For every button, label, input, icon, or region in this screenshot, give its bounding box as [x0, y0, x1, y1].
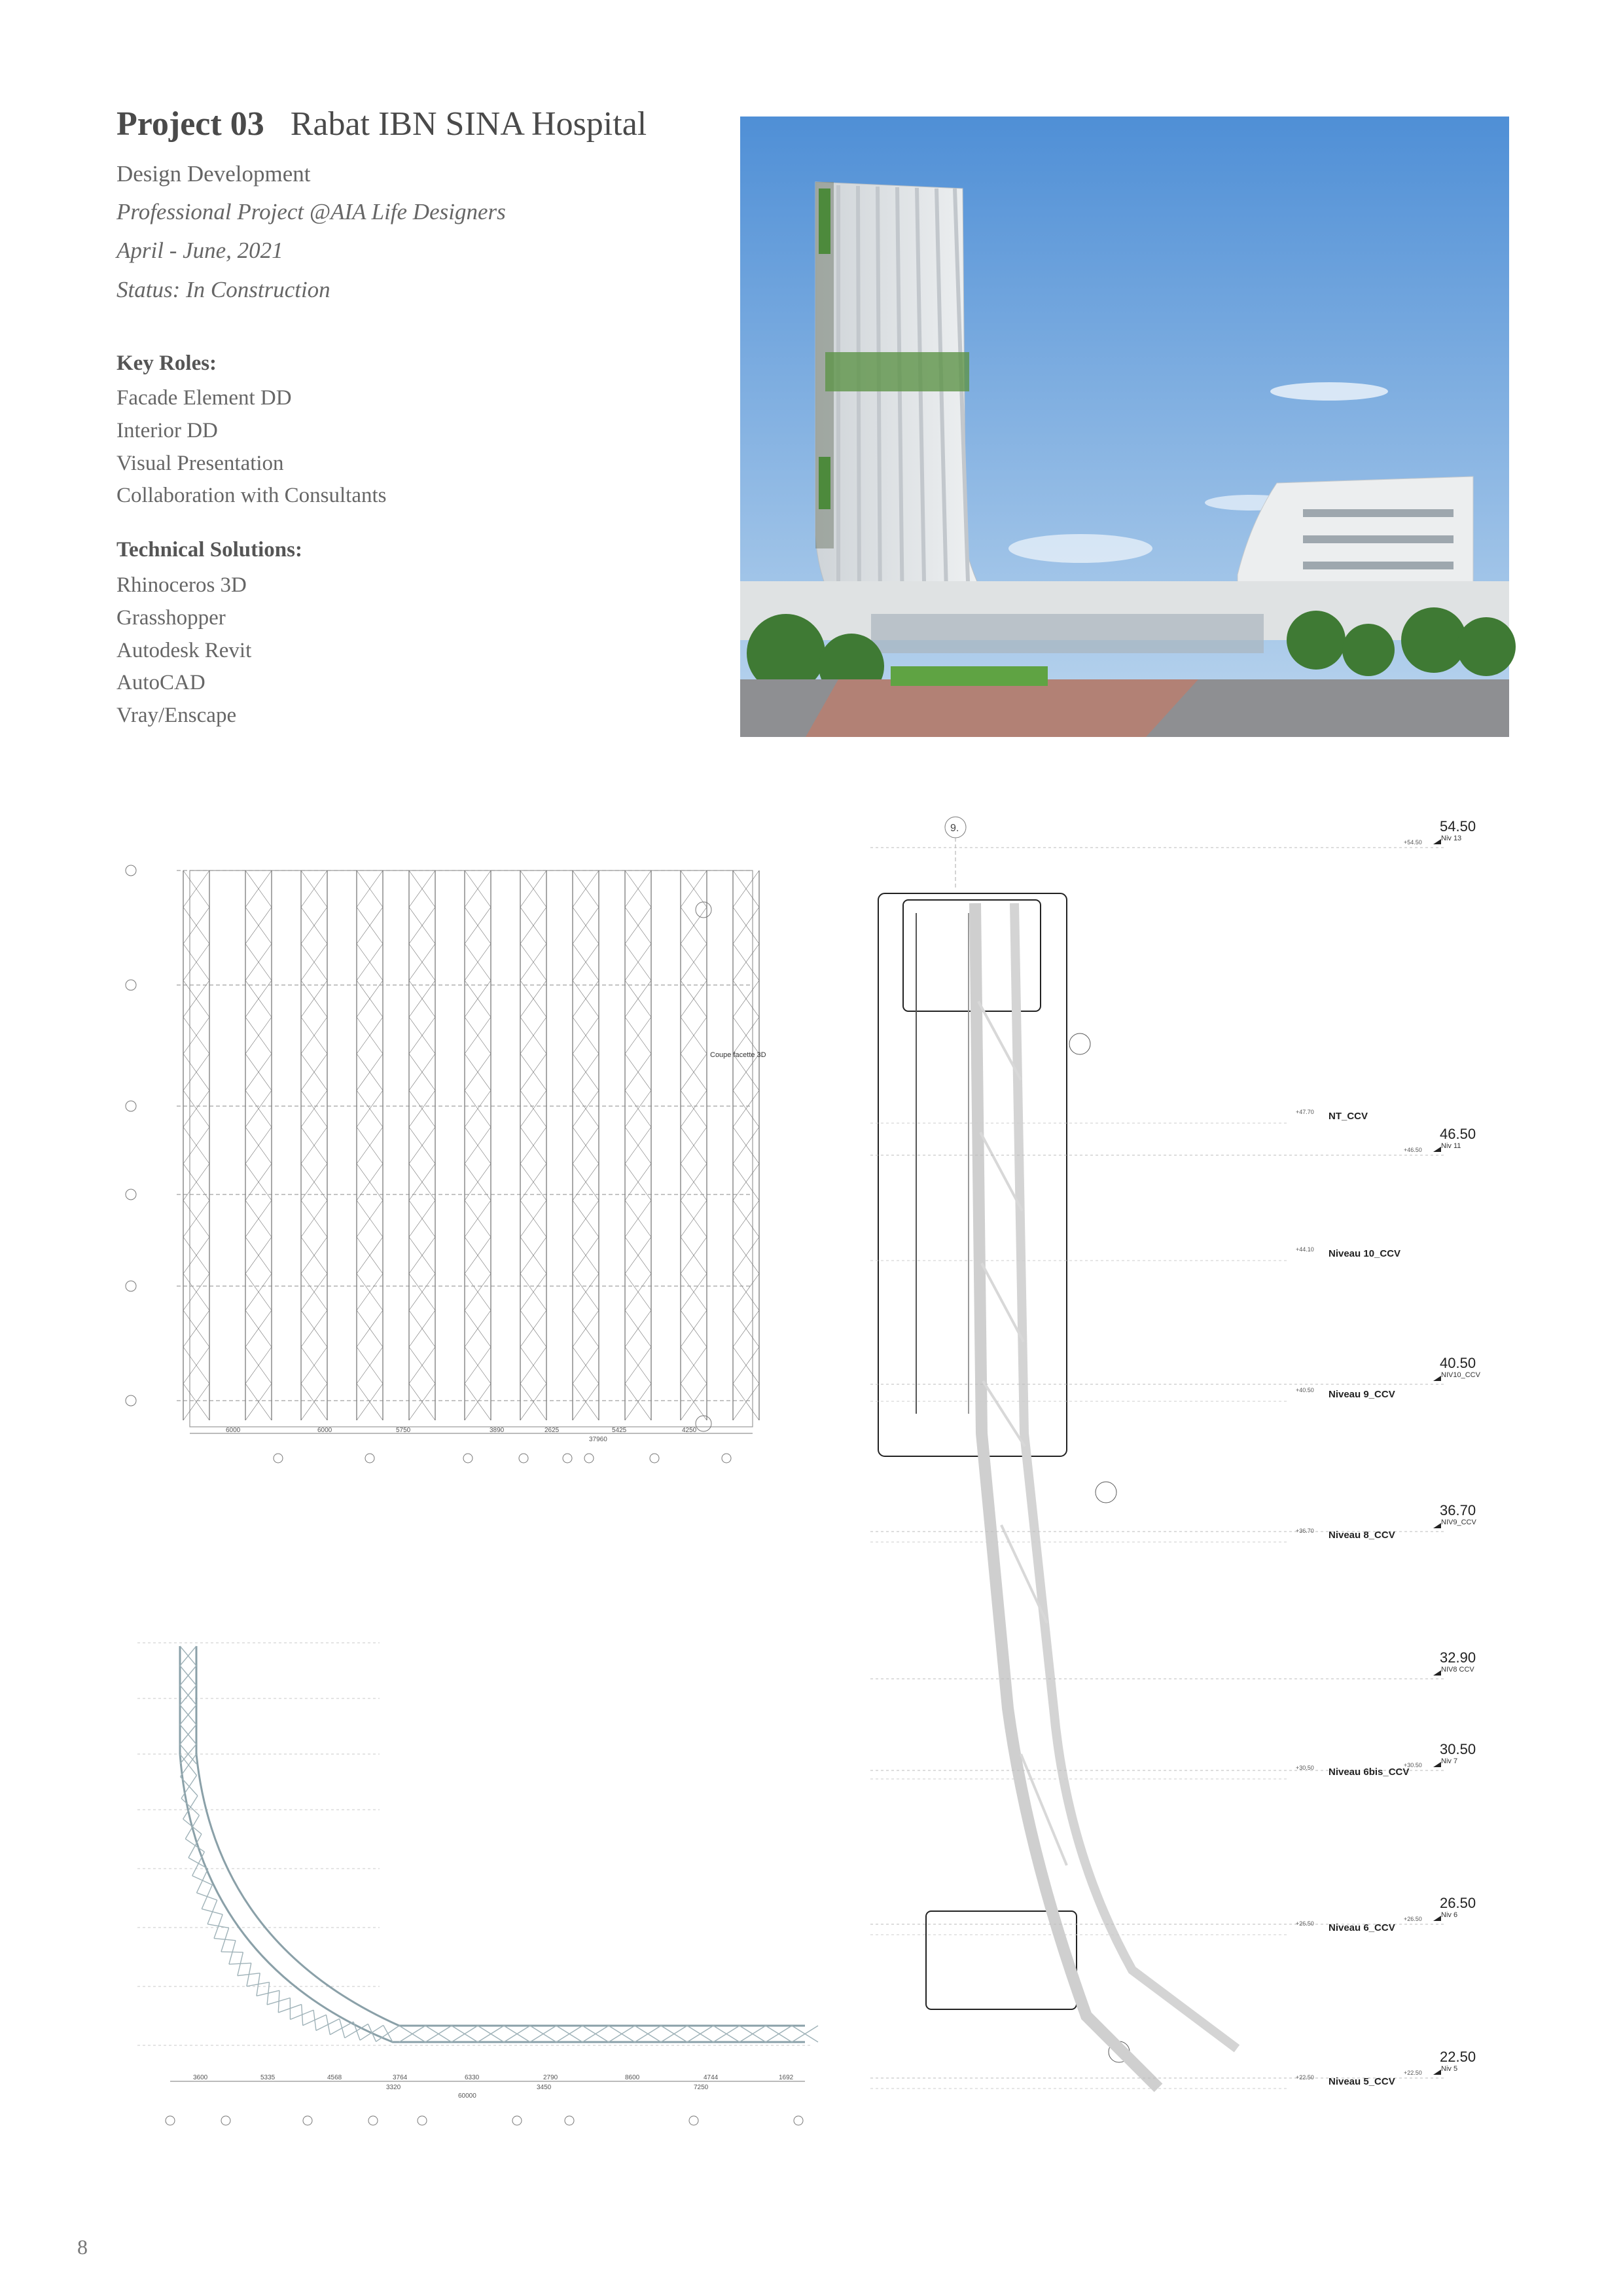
technical-heading: Technical Solutions: [116, 538, 302, 562]
project-dates: April - June, 2021 [116, 238, 283, 263]
key-roles-heading: Key Roles: [116, 351, 217, 375]
curve-dim: 3450 [537, 2084, 552, 2091]
level-value: 40.50 [1440, 1355, 1476, 1371]
elevation-dim: 4250 [682, 1427, 697, 1434]
technical-item: Autodesk Revit [116, 639, 252, 662]
key-role-item: Interior DD [116, 419, 218, 442]
level-marker [1433, 1670, 1441, 1676]
facade-elevation-drawing [118, 844, 766, 1473]
level-value: 32.90 [1440, 1649, 1476, 1666]
level-mark: +54.50 [1404, 839, 1422, 846]
floor-mark: +30.50 [1296, 1765, 1314, 1771]
floor-mark: +44.10 [1296, 1246, 1314, 1253]
technical-item: Grasshopper [116, 606, 226, 630]
key-role-item: Collaboration with Consultants [116, 484, 387, 507]
level-marker [1433, 1376, 1441, 1381]
level-name: NIV8 CCV [1441, 1666, 1474, 1674]
level-value: 46.50 [1440, 1126, 1476, 1142]
level-marker [1433, 2070, 1441, 2075]
floor-label: Niveau 10_CCV [1329, 1248, 1401, 1259]
level-value: 30.50 [1440, 1741, 1476, 1757]
elevation-dim: 2625 [544, 1427, 560, 1434]
curve-dim: 5335 [260, 2074, 276, 2081]
floor-label: Niveau 6_CCV [1329, 1922, 1395, 1933]
floor-mark: +47.70 [1296, 1109, 1314, 1115]
floor-label: Niveau 8_CCV [1329, 1530, 1395, 1541]
truss-diagonal [207, 1900, 217, 1924]
level-marker [1433, 839, 1441, 844]
curve-dim: 2790 [543, 2074, 558, 2081]
rendering-illustration [740, 117, 1509, 737]
level-marker [1433, 1916, 1441, 1921]
truss-diagonal [185, 1816, 199, 1839]
level-name: NIV9_CCV [1441, 1518, 1476, 1526]
curve-dim: 4744 [704, 2074, 719, 2081]
level-marker [1433, 1762, 1441, 1767]
curve-total-dim: 60000 [458, 2092, 476, 2100]
floor-mark: +26.50 [1296, 1920, 1314, 1927]
level-name: Niv 5 [1441, 2065, 1458, 2073]
level-marker [1433, 1523, 1441, 1528]
floor-mark: +36.70 [1296, 1528, 1314, 1534]
level-name: Niv 11 [1441, 1142, 1461, 1150]
level-mark: +46.50 [1404, 1147, 1422, 1153]
level-value: 26.50 [1440, 1895, 1476, 1911]
project-context: Professional Project @AIA Life Designers [116, 199, 506, 224]
truss-diagonal [192, 1852, 205, 1875]
elevation-dim: 5750 [396, 1427, 411, 1434]
curve-dim: 1692 [779, 2074, 794, 2081]
curve-dim: 8600 [625, 2074, 640, 2081]
level-name: Niv 6 [1441, 1911, 1458, 1919]
project-title [116, 105, 647, 143]
curve-dim: 3764 [393, 2074, 408, 2081]
curved-truss-section [118, 1623, 812, 2140]
curve-dim: 3600 [193, 2074, 208, 2081]
project-name: Rabat IBN SINA Hospital [290, 105, 647, 143]
key-role-item: Visual Presentation [116, 452, 284, 475]
level-value: 22.50 [1440, 2049, 1476, 2065]
floor-label: NT_CCV [1329, 1111, 1368, 1122]
truss-diagonal [278, 1990, 279, 2013]
technical-item: Rhinoceros 3D [116, 573, 247, 597]
level-marker [1433, 1147, 1441, 1152]
page-number: 8 [77, 2235, 88, 2259]
level-mark: +26.50 [1404, 1916, 1422, 1922]
floor-label: Niveau 6bis_CCV [1329, 1767, 1410, 1778]
elevation-callout: Coupe facette 3D [710, 1051, 766, 1059]
level-mark: +30.50 [1404, 1762, 1422, 1768]
section-grid-label: 9. [950, 823, 959, 834]
elevation-total-dim: 37960 [589, 1436, 607, 1443]
project-phase: Design Development [116, 161, 311, 187]
floor-mark: +40.50 [1296, 1387, 1314, 1393]
floor-label: Niveau 5_CCV [1329, 2076, 1395, 2087]
curve-dim: 6330 [465, 2074, 480, 2081]
hospital-rendering [740, 117, 1509, 737]
key-role-item: Facade Element DD [116, 386, 292, 410]
technical-item: Vray/Enscape [116, 704, 237, 727]
floor-label: Niveau 9_CCV [1329, 1389, 1395, 1400]
elevation-dim: 6000 [317, 1427, 332, 1434]
level-name: NIV10_CCV [1441, 1371, 1480, 1379]
elevation-dim: 6000 [226, 1427, 241, 1434]
truss-diagonal [340, 2018, 345, 2037]
curve-dim: 7250 [694, 2084, 709, 2091]
elevation-dim: 5425 [612, 1427, 627, 1434]
elevation-dim: 3890 [490, 1427, 505, 1434]
facade-section-drawing [870, 805, 1531, 2140]
level-value: 54.50 [1440, 818, 1476, 834]
technical-item: AutoCAD [116, 671, 205, 694]
truss-diagonal [353, 2022, 360, 2040]
level-name: Niv 7 [1441, 1757, 1458, 1765]
truss-diagonal [196, 1869, 207, 1893]
level-value: 36.70 [1440, 1502, 1476, 1518]
curve-dim: 4568 [327, 2074, 342, 2081]
level-mark: +22.50 [1404, 2070, 1422, 2076]
truss-diagonal [202, 1885, 212, 1909]
floor-mark: +22.50 [1296, 2074, 1314, 2081]
level-name: Niv 13 [1441, 834, 1462, 842]
curve-dim: 3320 [386, 2084, 401, 2091]
project-status: Status: In Construction [116, 277, 330, 302]
project-number: Project 03 [116, 105, 264, 143]
